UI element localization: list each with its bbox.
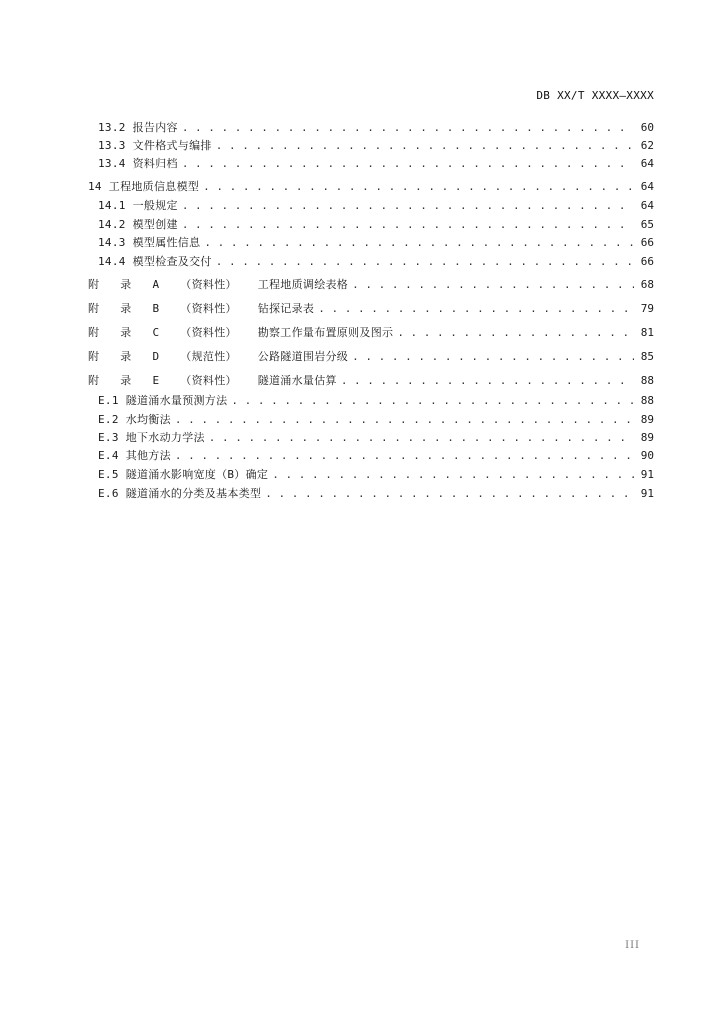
toc-leader-dots (182, 218, 634, 232)
toc-entry[interactable] (98, 431, 654, 445)
toc-entry-title: E.2 水均衡法 (98, 413, 171, 426)
toc-leader-dots (318, 302, 634, 316)
toc-entry[interactable] (98, 394, 654, 408)
toc-entry-appendix[interactable] (88, 326, 654, 340)
toc-entry-page: 81 (640, 326, 654, 339)
toc-leader-dots (352, 350, 634, 364)
toc-entry-title: 13.2 报告内容 (98, 121, 178, 134)
toc-entry-title: 附 录 B （资料性） 钻探记录表 (88, 302, 315, 315)
toc-entry[interactable] (98, 468, 654, 482)
toc-entry-page: 68 (640, 278, 654, 291)
toc-entry-title: E.4 其他方法 (98, 449, 171, 462)
toc-entry-appendix[interactable] (88, 302, 654, 316)
toc-leader-dots (216, 139, 634, 153)
toc-leader-dots (272, 468, 634, 482)
toc-entry-page: 85 (640, 350, 654, 363)
toc-entry-page: 64 (640, 199, 654, 212)
toc-leader-dots (182, 121, 634, 135)
toc-leader-dots (397, 326, 634, 340)
toc-leader-dots (175, 449, 634, 463)
toc-entry-title: E.1 隧道涌水量预测方法 (98, 394, 228, 407)
toc-entry-title: E.5 隧道涌水影响宽度（B）确定 (98, 468, 269, 481)
toc-leader-dots (182, 199, 634, 213)
toc-entry[interactable] (98, 413, 654, 427)
toc-entry-page: 89 (640, 413, 654, 426)
toc-entry-title: 14.4 模型检查及交付 (98, 255, 212, 268)
toc-entry-appendix[interactable] (88, 278, 654, 292)
toc-entry-page: 88 (640, 394, 654, 407)
toc-entry-title: 附 录 C （资料性） 勘察工作量布置原则及图示 (88, 326, 394, 339)
toc-entry-page: 90 (640, 449, 654, 462)
toc-entry-title: 14.1 一般规定 (98, 199, 178, 212)
toc-entry-page: 64 (640, 180, 654, 193)
toc-entry-page: 65 (640, 218, 654, 231)
toc-entry[interactable] (98, 199, 654, 213)
toc-entry[interactable] (98, 139, 654, 153)
toc-leader-dots (182, 157, 634, 171)
toc-entry[interactable] (88, 180, 654, 194)
toc-entry[interactable] (98, 236, 654, 250)
toc-entry-page: 88 (640, 374, 654, 387)
toc-entry-title: 附 录 A （资料性） 工程地质调绘表格 (88, 278, 349, 291)
toc-entry-page: 89 (640, 431, 654, 444)
toc-entry-appendix[interactable] (88, 350, 654, 364)
toc-entry-page: 66 (640, 255, 654, 268)
toc-entry-title: E.6 隧道涌水的分类及基本类型 (98, 487, 262, 500)
toc-leader-dots (352, 278, 634, 292)
toc-entry[interactable] (98, 449, 654, 463)
toc-entry-title: 14.3 模型属性信息 (98, 236, 201, 249)
toc-entry-page: 60 (640, 121, 654, 134)
page-header-standard-code: DB XX/T XXXX—XXXX (536, 89, 654, 102)
toc-entry-page: 91 (640, 468, 654, 481)
toc-leader-dots (265, 487, 634, 501)
toc-entry-page: 66 (640, 236, 654, 249)
toc-entry[interactable] (98, 121, 654, 135)
toc-entry[interactable] (98, 255, 654, 269)
toc-entry-title: 13.4 资料归档 (98, 157, 178, 170)
toc-leader-dots (341, 374, 634, 388)
toc-entry-title: 14 工程地质信息模型 (88, 180, 200, 193)
toc-entry-title: E.3 地下水动力学法 (98, 431, 205, 444)
toc-entry-title: 附 录 E （资料性） 隧道涌水量估算 (88, 374, 337, 387)
toc-entry-page: 79 (640, 302, 654, 315)
page-number: III (625, 940, 640, 951)
toc-entry-appendix[interactable] (88, 374, 654, 388)
toc-entry[interactable] (98, 157, 654, 171)
toc-entry-page: 91 (640, 487, 654, 500)
toc-entry[interactable] (98, 218, 654, 232)
toc-leader-dots (204, 236, 634, 250)
toc-entry-page: 62 (640, 139, 654, 152)
toc-entry-title: 附 录 D （规范性） 公路隧道围岩分级 (88, 350, 349, 363)
toc-leader-dots (231, 394, 634, 408)
toc-leader-dots (175, 413, 634, 427)
toc-leader-dots (209, 431, 634, 445)
toc-leader-dots (216, 255, 634, 269)
toc-leader-dots (203, 180, 634, 194)
toc-entry[interactable] (98, 487, 654, 501)
toc-entry-page: 64 (640, 157, 654, 170)
toc-entry-title: 14.2 模型创建 (98, 218, 178, 231)
toc-entry-title: 13.3 文件格式与编排 (98, 139, 212, 152)
